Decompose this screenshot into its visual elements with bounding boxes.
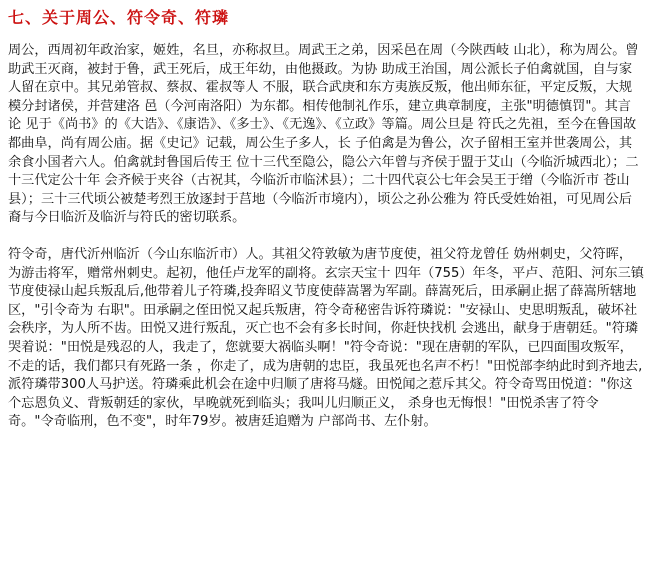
paragraph-fu-lingqi: 符令奇，唐代沂州临沂（今山东临沂市）人。其祖父符敦敏为唐节度使，祖父符龙曾任 妫州刺史，父符晖，为游击将军，赠常州刺史。起初，他任卢龙军的副将。玄宗天宝十 四年（755）年冬，平卢、范阳、河东三镇节度使禄山起兵叛乱后,他带着儿子符璘,投奔昭义节度使薛嵩署为军副。薛嵩死后，田承嗣止据了薛嵩所辖地区，"引令奇为 右职"。田承嗣之侄田悦又起兵叛唐，符令奇秘密告诉符璘说："安禄山、史思明叛乱，破坏社会秩序，为人所不齿。田悦又进行叛乱，灭亡也不会有多长时间，你赶快找机 会逃出，献身于唐朝廷。"符璘哭着说："田悦是残忍的人，我走了，您就要大祸临头啊！"符令奇说："现在唐朝的军队，已四面围攻叛军，不走的话，我们都只有死路一条 ，你走了，成为唐朝的忠臣，我虽死也名声不朽！"田悦部李纳此时到齐地去,派符璘带300人马护送。符璘乘此机会在途中归顺了唐将马燧。田悦闻之惹斥其父。符令奇骂田悦道："你这个忘恩负义、背叛朝廷的家伙，早晚就死到临头；我叫儿归顺正义， 杀身也无悔恨！"田悦杀害了符令奇。"令奇临刑，色不变"，时年79岁。被唐廷追赠为 户部尚书、左仆射。 bbox=[8, 246, 644, 430]
paragraph-duke-zhou: 周公，西周初年政治家，姬姓，名旦，亦称叔旦。周武王之弟，因采邑在周（今陕西岐 山北），称为周公。曾助武王灭商，被封于鲁，武王死后，成王年幼，由他摄政。为协 助成王治国，周公派长子伯禽就国，自与家人留在京中。其兄弟管叔、蔡叔、霍叔等人 不服，联合武庚和东方夷族反叛，他出师东征，平定反叛，大规模分封诸侯，并营建洛 邑（今河南洛阳）为东都。相传他制礼作乐，建立典章制度，主张"明德慎罚"。其言论 见于《尚书》的《大诰》、《康诰》、《多士》、《无逸》、《立政》等篇。周公旦是 符氏之先祖，至今在鲁国故都曲阜，尚有周公庙。据《史记》记载，周公生子多人，长 子伯禽是为鲁公，次子留相王室并世袭周公，其余食小国者六人。伯禽就封鲁国后传王 位十三代至隐公，隐公六年曾与齐侯于盟于艾山（今临沂城西北）；二十三代定公十年 会齐候于夹谷（古祝其，今临沂市临沭县）；二十四代哀公七年会吴王于缯（今临沂市 苍山县）；三十三代顷公被楚考烈王放逐封于莒地（今临沂市境内），顷公之孙公雅为 符氏受姓始祖，可见周公后裔与今日临沂及临沂与符氏的密切联系。 bbox=[8, 43, 639, 226]
article bbox=[8, 6, 644, 432]
section-title: 七、关于周公、符令奇、符璘 bbox=[8, 8, 230, 27]
